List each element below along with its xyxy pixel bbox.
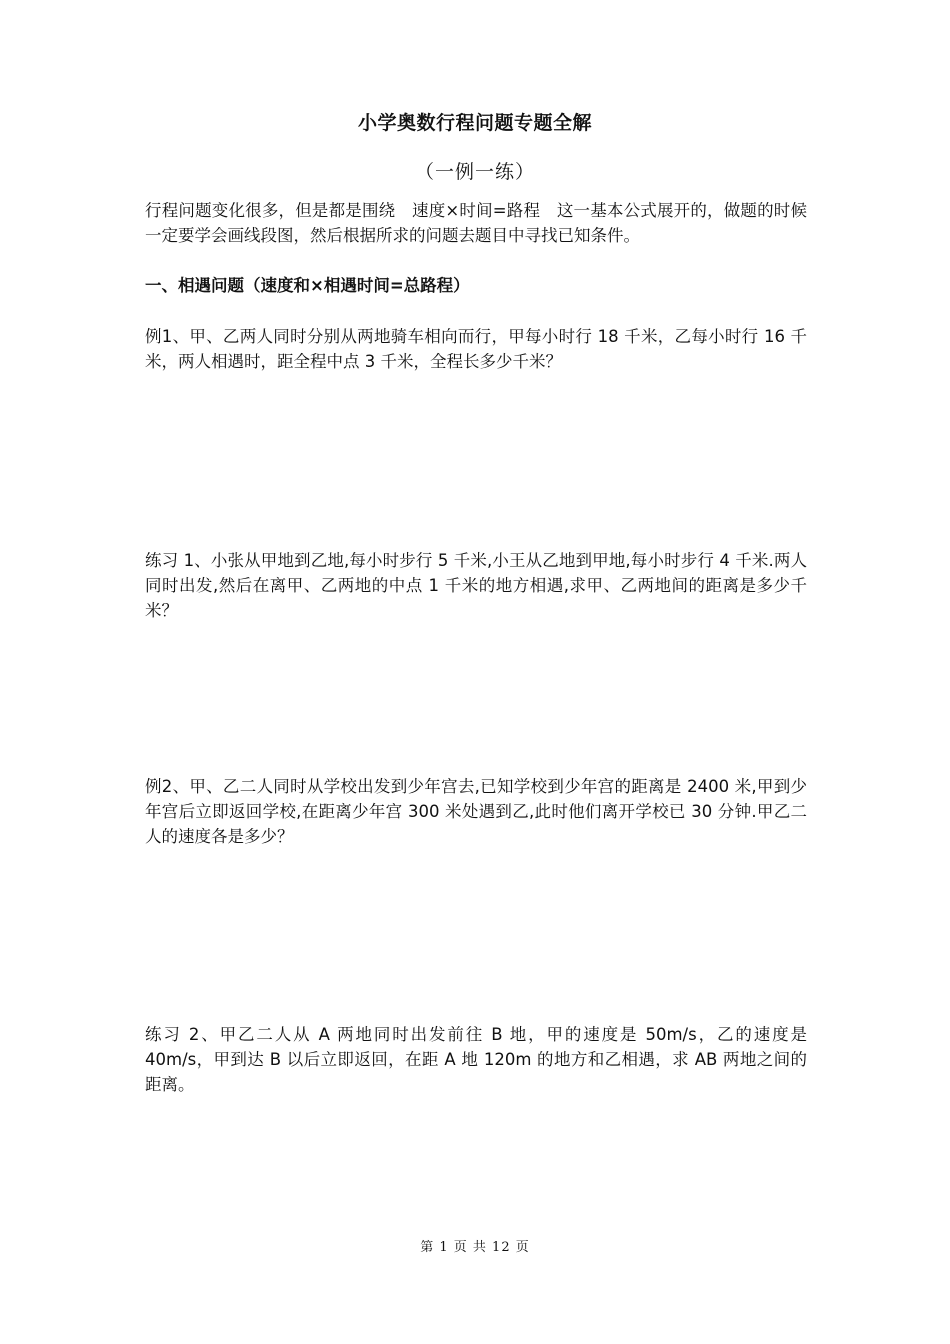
page-footer: 第 1 页 共 12 页 <box>420 1240 530 1255</box>
practice-2: 练习 2、甲乙二人从 A 两地同时出发前往 B 地，甲的速度是 50m/s，乙的速度是 40m/s，甲到达 B 以后立即返回，在距 A 地 120m 的地方和乙相遇，求 AB 两地之间的距离。 <box>145 1025 807 1094</box>
document-subtitle: （一例一练） <box>414 161 535 183</box>
intro-paragraph: 行程问题变化很多，但是都是围绕 速度×时间=路程 这一基本公式展开的，做题的时候一定要学会画线段图，然后根据所求的问题去题目中寻找已知条件。 <box>145 201 807 245</box>
document-title: 小学奥数行程问题专题全解 <box>357 112 592 134</box>
example-1: 例1、甲、乙两人同时分别从两地骑车相向而行，甲每小时行 18 千米，乙每小时行 16 千米，两人相遇时，距全程中点 3 千米，全程长多少千米？ <box>145 327 807 371</box>
practice-1: 练习 1、小张从甲地到乙地,每小时步行 5 千米,小王从乙地到甲地,每小时步行 4 千米.两人同时出发,然后在离甲、乙两地的中点 1 千米的地方相遇,求甲、乙两地间的距离是多少千米？ <box>145 551 807 620</box>
section-heading-meeting-problems: 一、相遇问题（速度和×相遇时间=总路程） <box>145 276 470 295</box>
example-2: 例2、甲、乙二人同时从学校出发到少年宫去,已知学校到少年宫的距离是 2400 米,甲到少年宫后立即返回学校,在距离少年宫 300 米处遇到乙,此时他们离开学校已 30 分钟.甲乙二人的速度各是多少？ <box>145 777 807 846</box>
